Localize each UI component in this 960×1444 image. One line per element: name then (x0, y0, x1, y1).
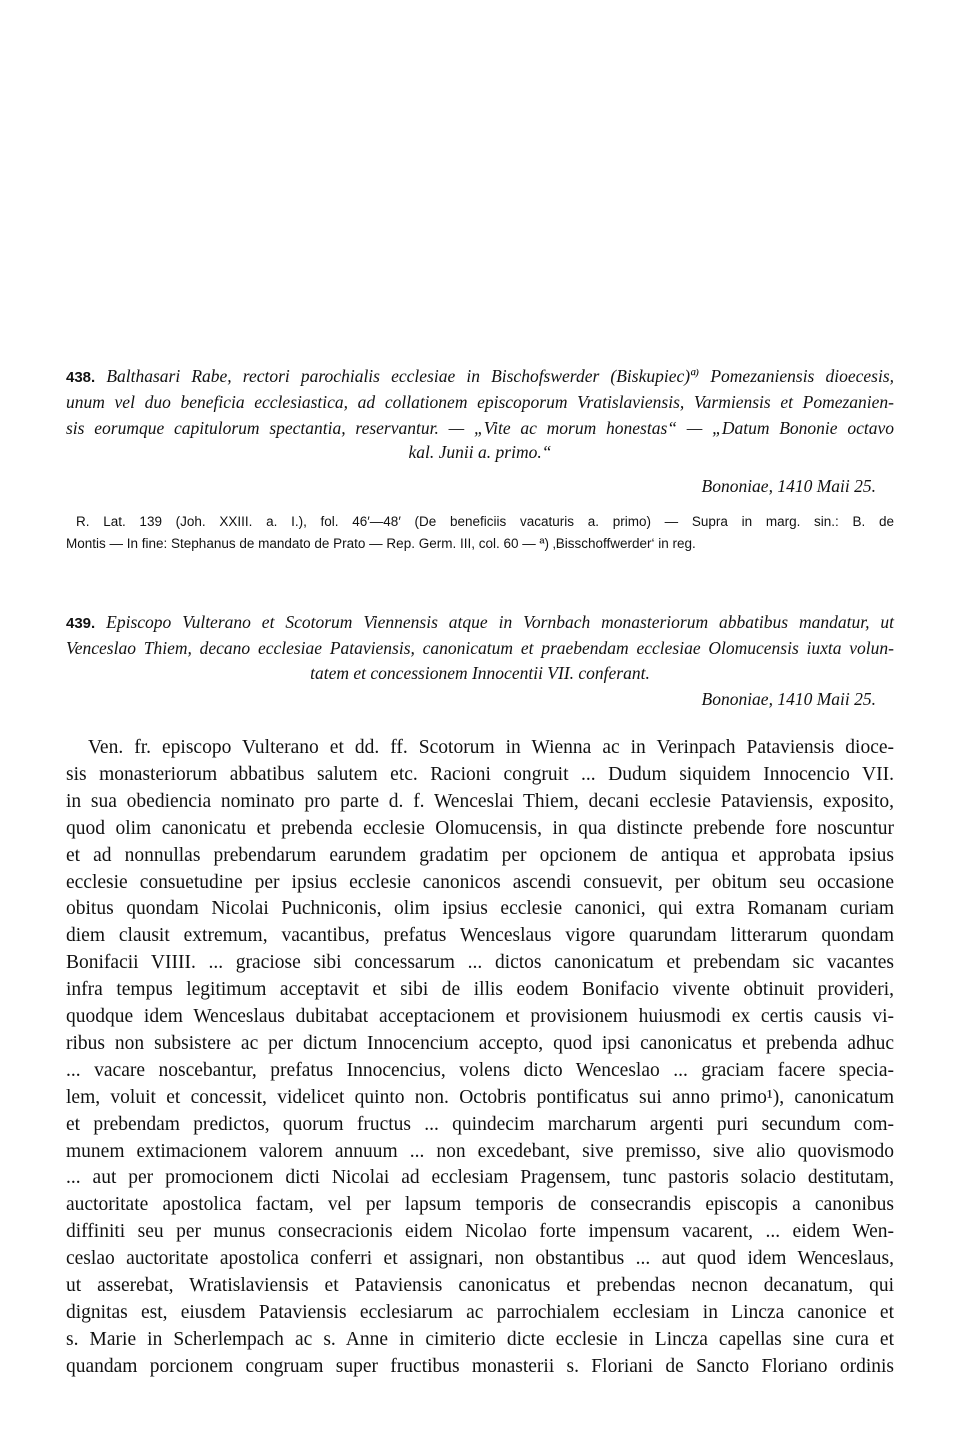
entry-439-number: 439. (66, 615, 96, 632)
entry-438-number: 438. (66, 369, 96, 386)
entry-438-header-text-1: Balthasari Rabe, rectori parochialis ecclesiae in Bischofswerder (Biskupiec)ª⁾ Pomezaniensis dioecesis, (106, 366, 895, 386)
entry-439-body-line: quandam porcionem congruam super fructibus monasterii s. Floriani de Sancto Floriano ordinis (66, 1355, 894, 1377)
entry-439-body-line: Ven. fr. episcopo Vulterano et dd. ff. Scotorum in Wienna ac in Verinpach Pataviensis dioce- (88, 737, 894, 758)
entry-439-body-line: ecclesie consuetudine per ipsius ecclesie canonicos ascendi consuevit, per obitum seu occasione (66, 871, 894, 893)
entry-439-body-line: sis monasteriorum abbatibus salutem etc. Racioni congruit ... Dudum siquidem Innocencio VII. (66, 763, 894, 785)
entry-439-body-line: diffiniti seu per munus consecracionis eidem Nicolao forte impensum vacarent, ... eidem Wen- (66, 1221, 894, 1243)
entry-439-body-line: obitus quondam Nicolai Puchniconis, olim ipsius ecclesie canonici, qui extra Romanam curiam (66, 898, 894, 920)
entry-438-date: Bononiae, 1410 Maii 25. (701, 476, 876, 496)
entry-439-body-line: dignitas est, eiusdem Pataviensis ecclesiarum ac parrochialem ecclesiam in Lincza canonice et (66, 1301, 894, 1323)
entry-439-body-line: et ad nonnullas prebendarum earundem gradatim per opcionem de antiqua et approbata ipsius (66, 844, 894, 866)
entry-439-body-line: ... vacare noscebantur, prefatus Innocencius, volens dicto Wenceslao ... graciam facere speciа- (66, 1059, 894, 1081)
entry-439-body-line: quod olim canonicatu et prebenda ecclesie Olomucensis, in qua distincte prebende fore noscuntur (66, 817, 894, 839)
entry-439-body-line: s. Marie in Scherlempach ac s. Anne in cimiterio dicte ecclesie in Lincza capellas sine cura et (66, 1328, 894, 1350)
entry-439-body-line: munem extimacionem valorem annuum ... non excedebant, sive premisso, sive alio quovismodo (66, 1140, 894, 1162)
entry-438-header-line-1 (66, 365, 894, 389)
entry-439-body-line: infra tempus legitimum acceptavit et sibi de illis eodem Bonifacio vivente obtinuit provideri, (66, 979, 894, 1001)
entry-439-body-line: in sua obediencia nominato pro parte d. f. Wenceslai Thiem, decani ecclesie Pataviensis, exposito, (66, 790, 894, 812)
entry-438-header-line-2: unum vel duo beneficia ecclesiastica, ad collationem episcoporum Vratislaviensis, Varmiensis et Pomezanien- (66, 392, 894, 412)
entry-439-body-line: et prebendam predictos, quorum fructus ... quindecim marcharum argenti puri secundum com- (66, 1113, 894, 1135)
entry-439-date: Bononiae, 1410 Maii 25. (701, 689, 876, 709)
entry-439-body-line: quodque idem Wenceslaus dubitabat acceptacionem et provisionem huiusmodi ex certis causis vi- (66, 1006, 894, 1027)
entry-439-header-center: tatem et concessionem Innocentii VII. conferant. (310, 663, 650, 683)
entry-439-body-line: ... aut per promocionem dicti Nicolai ad ecclesiam Pragensem, tunc pastoris solacio destitutam, (66, 1167, 894, 1189)
entry-439-header-line-2: Venceslao Thiem, decano ecclesiae Pataviensis, canonicatum et praebendam ecclesiae Olomucensis iuxta volun- (66, 638, 894, 658)
entry-438-source-line-1: R. Lat. 139 (Joh. XXIII. a. I.), fol. 46′—48′ (De beneficiis vacaturis a. primo) — Supra in marg. sin.: B. de (76, 514, 894, 529)
entry-438-header-line-3: sis eorumque capitulorum spectantia, reservantur. — „Vite ac morum honestas“ — „Datum Bononie octavo (66, 418, 894, 438)
entry-439-body-line: ribus non subsistere ac per dictum Innocencium accepto, quod ipsi canonicatus et prebenda adhuc (66, 1032, 894, 1054)
entry-439-body-line: lem, voluit et concessit, videlicet quinto non. Octobris pontificatus sui anno primo¹), canonicatum (66, 1086, 894, 1108)
entry-439-body-line: ut asserebat, Wratislaviensis et Pataviensis canonicatus et prebendas necnon decanatum, qui (66, 1275, 894, 1296)
entry-438-source-line-2: Montis — In fine: Stephanus de mandato de Prato — Rep. Germ. III, col. 60 — ª) ‚Bisschoffwerder‘ in reg. (66, 536, 696, 551)
entry-439-body-line: auctoritate apostolica factam, vel per lapsum temporis de consecrandis episcopis a canonibus (66, 1194, 894, 1216)
entry-439-body-line: ceslao auctoritate apostolica conferri et assignari, non obstantibus ... aut quod idem Wenceslaus, (66, 1248, 894, 1270)
entry-439-body-line: Bonifacii VIIII. ... graciose sibi concessarum ... dictos canonicatum et prebendam sic vacantes (66, 952, 894, 974)
entry-439-body-line: diem clausit extremum, vacantibus, prefatus Wenceslaus vigore quarundam litterarum quondam (66, 925, 894, 947)
entry-439-header-line-1 (66, 611, 894, 635)
entry-439-header-text-1: Episcopo Vulterano et Scotorum Viennensis atque in Vornbach monasteriorum abbatibus mandatur, ut (106, 612, 895, 632)
entry-438-header-center: kal. Junii a. primo.“ (408, 442, 552, 462)
